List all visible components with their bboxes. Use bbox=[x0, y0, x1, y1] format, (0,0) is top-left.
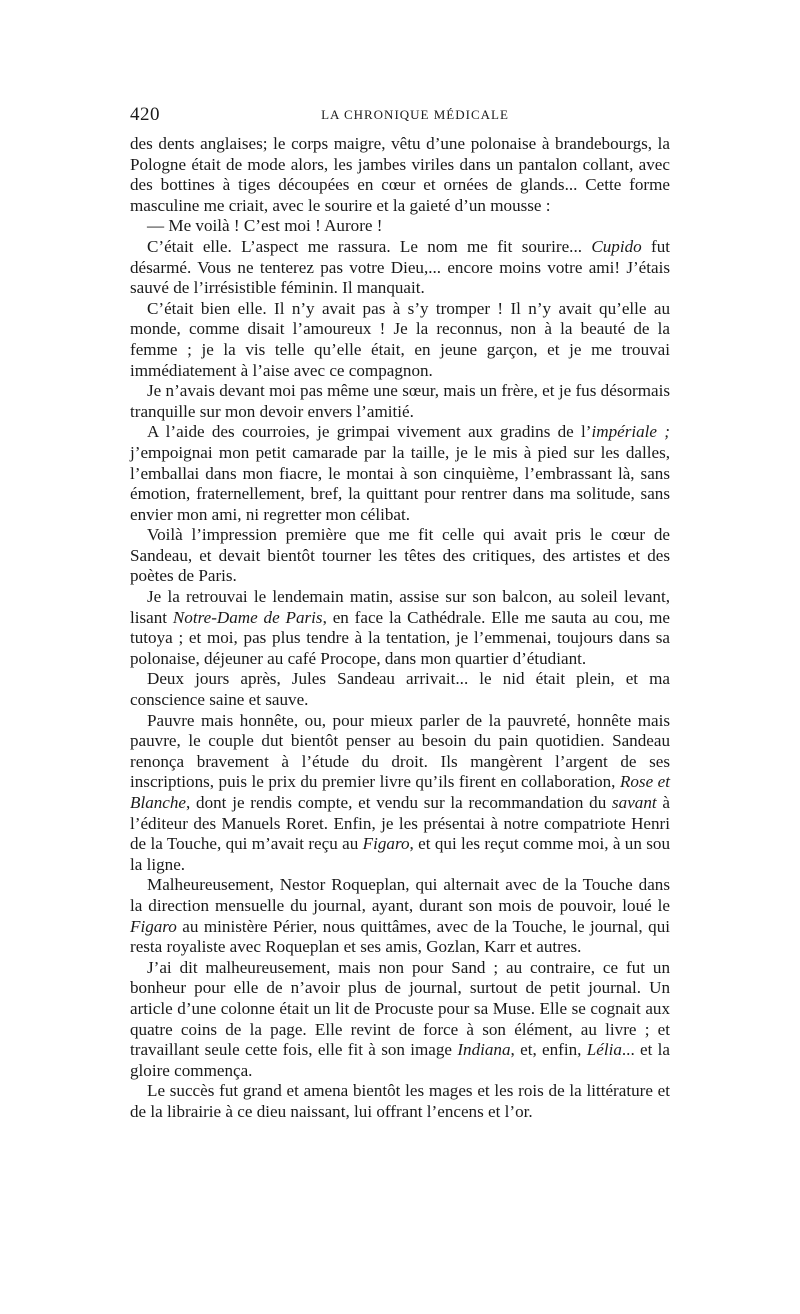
text-segment: J’ai dit malheureusement, mais non pour Sand ; au contraire, ce fut un bonheur pour elle de n’avoir plus de journal, surtout de petit journal. Un article d’une colonne était un lit de Procuste pour sa Muse. Elle se cognait aux quatre coins de la page. Elle revint de force à son élément, au livre ; et travaillant seule cette fois, elle fit à son image bbox=[130, 957, 670, 1060]
paragraph bbox=[130, 669, 670, 710]
italic-text: Cupido bbox=[591, 236, 642, 256]
text-segment: ... et la gloire commença. bbox=[130, 1040, 671, 1080]
text-segment: Je la retrouvai le lendemain matin, assise sur son balcon, au soleil levant, lisant bbox=[130, 587, 670, 627]
text-segment: Pauvre mais honnête, ou, pour mieux parler de la pauvreté, honnête mais pauvre, le couple dut bientôt penser au besoin du pain quotidien. Sandeau renonça bravement à l’étude du droit. Ils mangèrent l’argent de ses inscriptions, puis le prix du premier livre qu’ils firent en collaboration, bbox=[130, 710, 670, 792]
text-segment: , et qui les reçut comme moi, à un sou la ligne. bbox=[130, 834, 671, 874]
text-segment: des dents anglaises; le corps maigre, vêtu d’une polonaise à brandebourgs, la Pologne était de mode alors, les jambes viriles dans un pantalon collant, avec des bottines à tiges découpées en cœur et ornées de glands... Cette forme masculine me criait, avec le sourire et la gaieté d’un mousse : bbox=[130, 134, 670, 215]
paragraph bbox=[130, 422, 670, 525]
text-segment: au ministère Périer, nous quittâmes, avec de la Touche, le journal, qui resta royaliste avec Roqueplan et ses amis, Gozlan, Karr et autres. bbox=[130, 916, 670, 957]
italic-text: Rose et Blanche bbox=[130, 772, 670, 812]
text-segment: , dont je rendis compte, et vendu sur la recommandation du bbox=[186, 793, 612, 812]
italic-text: savant bbox=[612, 793, 657, 812]
text-segment: Le succès fut grand et amena bientôt les mages et les rois de la littérature et de la librairie à ce dieu naissant, lui offrant l’encens et l’or. bbox=[130, 1081, 670, 1121]
body-text bbox=[130, 134, 670, 1123]
paragraph bbox=[130, 237, 670, 299]
text-segment: , en face la Cathédrale. Elle me sauta au cou, me tutoya ; et moi, pas plus tendre à la tentation, je l’emmenai, toujours dans sa polonaise, déjeuner au café Procope, dans mon quartier d’étudiant. bbox=[130, 607, 671, 668]
page-number: 420 bbox=[130, 104, 160, 125]
italic-text: impériale ; bbox=[591, 422, 670, 442]
text-segment: — Me voilà ! C’est moi ! Aurore ! bbox=[147, 216, 383, 236]
paragraph bbox=[130, 525, 670, 587]
text-segment: C’était elle. L’aspect me rassura. Le nom me fit sourire... bbox=[147, 236, 592, 256]
paragraph bbox=[130, 134, 670, 216]
paragraph bbox=[130, 216, 670, 237]
page-header bbox=[130, 104, 670, 134]
paragraph bbox=[130, 875, 670, 957]
running-head: LA CHRONIQUE MÉDICALE bbox=[321, 107, 509, 122]
paragraph bbox=[130, 381, 670, 422]
paragraph bbox=[130, 299, 670, 381]
text-segment: fut désarmé. Vous ne tenterez pas votre Dieu,... encore moins votre ami! J’étais sauvé de l’irrésistible féminin. Il manquait. bbox=[130, 236, 670, 298]
text-segment: j’empoignai mon petit camarade par la taille, je le mis à pied sur les dalles, l’emballai dans mon fiacre, le montai à son cinquième, l’embrassant là, sans émotion, fraternellement, bref, la quittant pour rentrer dans ma solitude, sans envier mon ami, ni regretter mon célibat. bbox=[130, 442, 670, 524]
text-segment: Je n’avais devant moi pas même une sœur, mais un frère, et je fus désormais tranquille sur mon devoir envers l’amitié. bbox=[130, 381, 670, 421]
book-page bbox=[130, 104, 670, 1123]
paragraph bbox=[130, 1081, 670, 1122]
text-segment: à l’éditeur des Manuels Roret. Enfin, je les présentai à notre compatriote Henri de la Touche, qui m’avait reçu au bbox=[130, 793, 670, 854]
text-segment: Malheureusement, Nestor Roqueplan, qui alternait avec de la Touche dans la direction mensuelle du journal, ayant, durant son mois de pouvoir, loué le bbox=[130, 875, 670, 915]
italic-text: Figaro bbox=[362, 834, 410, 854]
paragraph bbox=[130, 711, 670, 876]
italic-text: Lélia bbox=[586, 1040, 622, 1060]
text-segment: Voilà l’impression première que me fit celle qui avait pris le cœur de Sandeau, et devait bientôt tourner les têtes des critiques, des artistes et des poètes de Paris. bbox=[130, 525, 670, 586]
text-segment: A l’aide des courroies, je grimpai vivement aux gradins de l’ bbox=[147, 422, 592, 442]
paragraph bbox=[130, 587, 670, 669]
text-segment: Deux jours après, Jules Sandeau arrivait... le nid était plein, et ma conscience saine et sauve. bbox=[130, 669, 670, 710]
paragraph bbox=[130, 958, 670, 1082]
text-segment: , et, enfin, bbox=[510, 1040, 587, 1060]
text-segment: C’était bien elle. Il n’y avait pas à s’y tromper ! Il n’y avait qu’elle au monde, comme disait l’amoureux ! Je la reconnus, non à la beauté de la femme ; je la vis telle qu’elle était, en jeune garçon, et je me trouvai immédiatement à l’aise avec ce compagnon. bbox=[130, 298, 670, 380]
italic-text: Indiana bbox=[457, 1040, 511, 1060]
italic-text: Notre-Dame de Paris bbox=[172, 607, 323, 627]
italic-text: Figaro bbox=[130, 916, 177, 936]
